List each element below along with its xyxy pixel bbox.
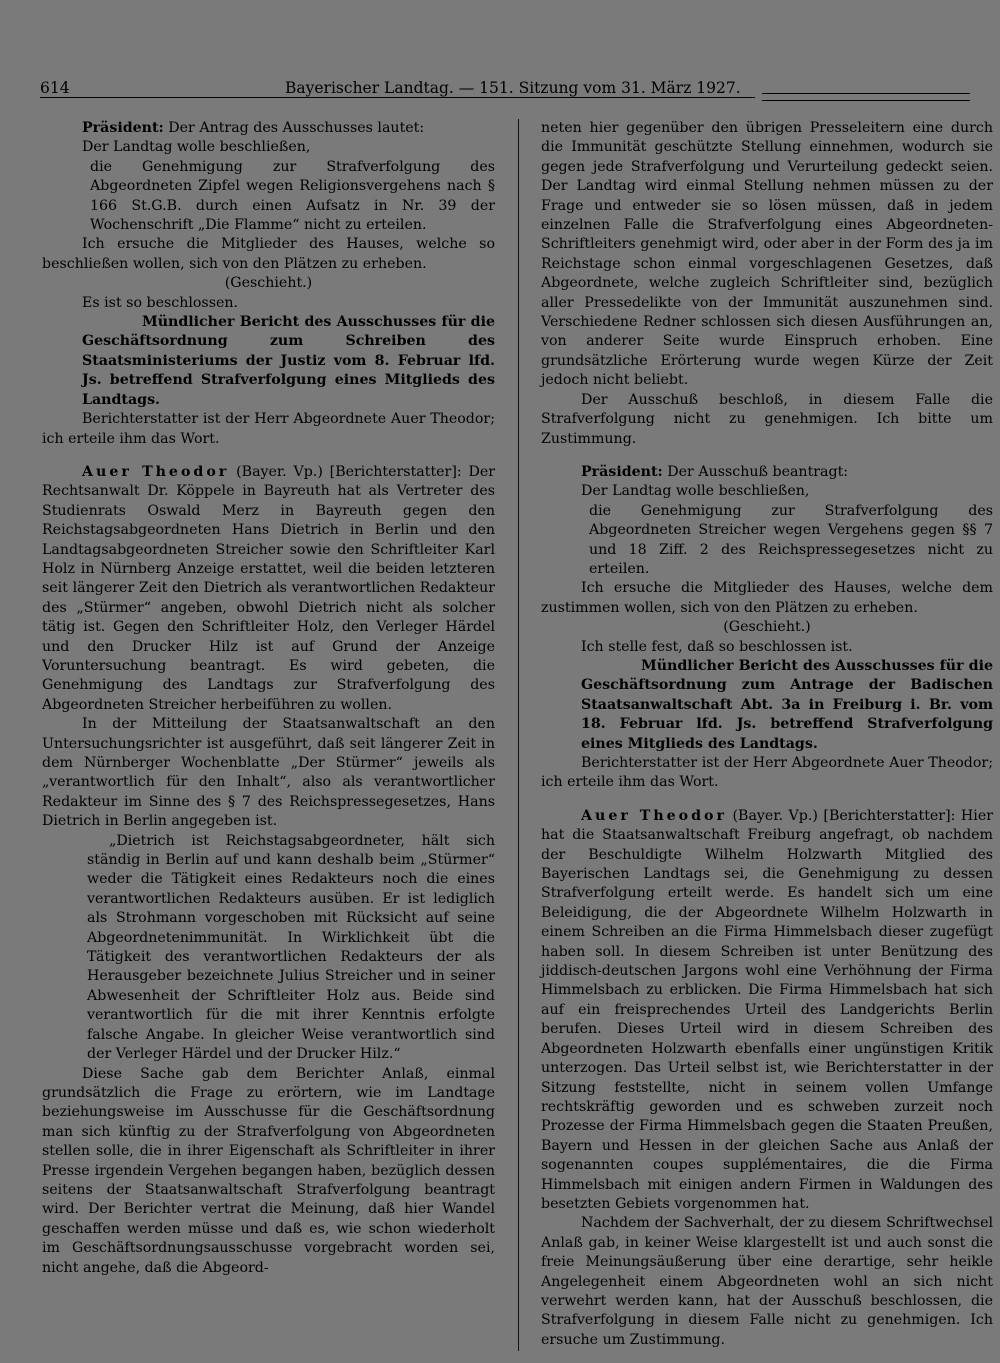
spacer [541, 449, 993, 463]
speaker-president: Präsident: [581, 463, 663, 480]
page-header [40, 76, 755, 100]
header-rule [40, 97, 755, 98]
stage-note: (Geschieht.) [723, 619, 811, 636]
president-motion-intro: Präsident: Der Antrag des Ausschusses lautet: [82, 120, 425, 136]
paragraph: Diese Sache gab dem Berichter Anlaß, einmal grundsätzlich die Frage zu erörtern, wie im Landtage beziehungsweise im Ausschusse für die Geschäftsordnung man sich künftig zu der Strafverfolgung von Abgeordneten stellen solle, die in ihrer Eigenschaft als Schriftleiter in ihrer Presse irgendein Vergehen begangen haben, bezüglich dessen seitens der Staatsanwaltschaft Strafverfolgung beantragt wird. Der Berichter vertrat die Meinung, daß hier Wandel geschaffen werden müsse und daß es, wie schon wiederholt im Geschäftsordnungsausschusse vorgebracht worden sei, nicht angehe, daß die Abgeord- [42, 1065, 495, 1276]
quotation: „Dietrich ist Reichstagsabgeordneter, hält sich ständig in Berlin auf und kann deshalb beim „Stürmer“ weder die Tätigkeit eines Redakteurs noch die eines verantwortlichen Redakteurs ausüben. Er ist lediglich als Strohmann vorgeschoben mit Rücksicht auf seine Abgeordnetenimmunität. In Wirklichkeit übt die Tätigkeit des verantwortlichen Redakteurs der als Herausgeber bezeichnete Julius Streicher und in seiner Abwesenheit der Schriftleiter Holz aus. Beide sind verantwortlich für die mit ihrer Kenntnis erfolgte falsche Angabe. In gleicher Weise verantwortlich sind der Verleger Härdel und der Drucker Hilz.“ [87, 832, 495, 1063]
column-divider [518, 119, 519, 1351]
motion-text: die Genehmigung zur Strafverfolgung des Abgeordneten Zipfel wegen Religionsvergehens nach § 166 St.G.B. durch einen Aufsatz in Nr. 39 der Wochenschrift „Die Flamme“ nicht zu erteilen. [90, 158, 495, 234]
agenda-heading: Mündlicher Bericht des Ausschusses für die Geschäftsordnung zum Schreiben des Staatsministeriums der Justiz vom 8. Februar lfd. Js. betreffend Strafverfolgung eines Mitglieds des Landtags. [82, 314, 495, 408]
header-double-rule [762, 93, 970, 101]
paragraph: Berichterstatter ist der Herr Abgeordnete Auer Theodor; ich erteile ihm das Wort. [541, 755, 993, 791]
page-number: 614 [40, 79, 70, 97]
speaker-auer: Auer Theodor [581, 807, 727, 824]
speech-paragraph: Auer Theodor (Bayer. Vp.) [Berichterstatter]: Hier hat die Staatsanwaltschaft Freiburg angefragt, ob nachdem der Beschuldigte Wilhelm Holzwarth Mitglied des Bayerischen Landtags sei, die Genehmigung zu dessen Strafverfolgung erteilt werde. Es handelt sich um eine Beleidigung, die der Abgeordnete Wilhelm Holzwarth in einem Schreiben an die Firma Himmelsbach dieser zugefügt haben soll. In diesem Schreiben ist unter Benützung des jiddisch-deutschen Jargons wohl eine Verhöhnung der Firma Himmelsbach zu erblicken. Die Firma Himmelsbach hat sich auf ein freisprechendes Urteil des Landgerichts Berlin berufen. Dieses Urteil wird in diesem Schreiben des Abgeordneten Holzwarth ebenfalls einer ungünstigen Kritik unterzogen. Das Urteil selbst ist, wie Berichterstatter in der Sitzung feststellte, nicht in seinem vollen Umfange rechtskräftig geworden und es schweben zurzeit noch Prozesse der Firma Himmelsbach gegen die Staaten Preußen, Bayern und Hessen in der gleichen Sache aus Anlaß der sogenannten coupes supplémentaires, die die Firma Himmelsbach mit einigen andern Firmen in Waldungen des besetzten Gebiets vorgenommen hat. [541, 807, 993, 1212]
left-column [42, 119, 495, 1278]
speaker-auer: Auer Theodor [82, 463, 230, 480]
stage-note: (Geschieht.) [224, 275, 313, 292]
speaker-president: Präsident: [82, 120, 164, 136]
paragraph: Ich ersuche die Mitglieder des Hauses, welche dem zustimmen wollen, sich von den Plätzen zu erheben. [541, 580, 993, 616]
paragraph: Ich stelle fest, daß so beschlossen ist. [581, 638, 853, 655]
paragraph-continued: neten hier gegenüber den übrigen Presseleitern eine durch die Immunität geschützte Stellung einnehmen, wodurch sie gegen jede Strafverfolgung und Verurteilung gedeckt seien. Der Landtag wird einmal Stellung nehmen müssen zu der Frage und entweder sie so lösen müssen, daß in jedem einzelnen Falle die Strafverfolgung eines Abgeordneten-Schriftleiters genehmigt wird, oder aber in der Form des ja im Reichstage schon einmal vorgeschlagenen Gesetzes, daß Abgeordnete, welche zugleich Schriftleiter sind, bezüglich aller Pressedelikte von der Immunität auszunehmen sind. Verschiedene Redner schlossen sich diesen Ausführungen an, von anderer Seite wurde Einspruch erhoben. Eine grundsätzliche Erörterung wurde wegen Kürze der Zeit jedoch nicht beliebt. [541, 120, 993, 389]
speech-paragraph: Auer Theodor (Bayer. Vp.) [Berichterstatter]: Der Rechtsanwalt Dr. Köppele in Bayreuth hat als Vertreter des Studienrats Oswald Merz in Bayreuth gegen den Reichstagsabgeordneten Hans Dietrich in Berlin und den Landtagsabgeordneten Streicher sowie den Schriftleiter Karl Holz in Nürnberg Anzeige erstattet, weil die beiden letzteren seit längerer Zeit den Dietrich als verantwortlichen Redakteur des „Stürmer“ angeben, obwohl Dietrich nicht als solcher tätig ist. Gegen den Schriftleiter Holz, den Verleger Härdel und den Drucker Hilz ist auf Grund der Anzeige Voruntersuchung beantragt. Es wird gebeten, die Genehmigung des Landtags zur Strafverfolgung des Abgeordneten Streicher herbeiführen zu wollen. [42, 463, 495, 713]
spacer [541, 793, 993, 807]
agenda-heading: Mündlicher Bericht des Ausschusses für die Geschäftsordnung zum Antrage der Badischen Staatsanwaltschaft Abt. 3a in Freiburg i. Br. vom 18. Februar lfd. Js. betreffend Strafverfolgung eines Mitglieds des Landtags. [581, 657, 993, 752]
paragraph: In der Mitteilung der Staatsanwaltschaft an den Untersuchungsrichter ist ausgeführt, daß seit längerer Zeit in dem Nürnberger Wochenblatte „Der Stürmer“ jeweils als „verantwortlich für den Inhalt“, also als verantwortlicher Redakteur im Sinne des § 7 des Reichspressegesetzes, Hans Dietrich in Berlin angegeben ist. [42, 716, 495, 830]
motion-line: Der Landtag wolle beschließen, [82, 139, 311, 156]
motion-line: Der Landtag wolle beschließen, [581, 483, 810, 500]
header-title: Bayerischer Landtag. — 151. Sitzung vom 31. März 1927. [285, 79, 741, 97]
paragraph: Der Ausschuß beschloß, in diesem Falle die Strafverfolgung nicht zu genehmigen. Ich bitte um Zustimmung. [541, 391, 993, 447]
paragraph: Ich ersuche die Mitglieder des Hauses, welche so beschließen wollen, sich von den Plätzen zu erheben. [42, 236, 495, 272]
right-column [541, 119, 993, 1350]
motion-text: die Genehmigung zur Strafverfolgung des Abgeordneten Streicher wegen Vergehens gegen §§ 7 und 18 Ziff. 2 des Reichspressegesetzes nicht zu erteilen. [589, 502, 993, 577]
paragraph: Es ist so beschlossen. [82, 294, 239, 311]
president-motion-intro: Präsident: Der Ausschuß beantragt: [581, 463, 849, 480]
spacer [42, 449, 495, 463]
paragraph: Nachdem der Sachverhalt, der zu diesem Schriftwechsel Anlaß gab, in keiner Weise klargestellt ist und auch sonst die freie Meinungsäußerung über eine derartige, sehr heikle Angelegenheit einem Abgeordneten wohl an sich nicht verwehrt werden kann, hat der Ausschuß beschlossen, die Strafverfolgung in diesem Falle nicht zu genehmigen. Ich ersuche um Zustimmung. [541, 1215, 993, 1348]
paragraph: Berichterstatter ist der Herr Abgeordnete Auer Theodor; ich erteile ihm das Wort. [42, 411, 495, 447]
